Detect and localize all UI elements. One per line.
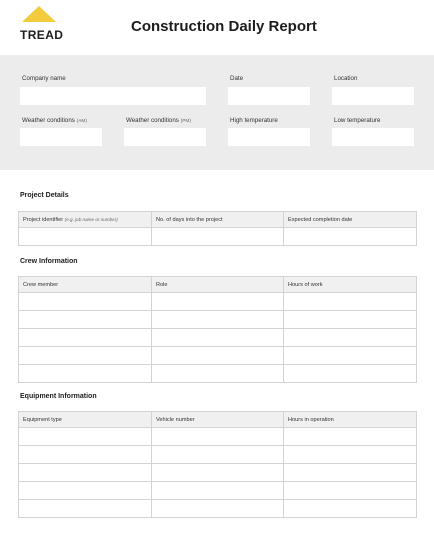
table-cell[interactable]	[19, 228, 152, 246]
weather-am-label-text: Weather conditions	[22, 117, 75, 124]
table-cell[interactable]	[19, 464, 152, 482]
project-details-table	[18, 211, 417, 246]
table-cell[interactable]	[284, 293, 417, 311]
weather-am-field[interactable]	[20, 128, 102, 146]
table-row	[19, 347, 417, 365]
tread-logo	[18, 6, 68, 40]
table-header-row	[19, 212, 417, 228]
table-row	[19, 482, 417, 500]
weather-pm-label-sub: (PM)	[180, 119, 191, 124]
table-cell[interactable]	[284, 311, 417, 329]
table-cell[interactable]	[152, 311, 284, 329]
date-label: Date	[230, 75, 244, 82]
table-cell[interactable]	[152, 446, 284, 464]
table-header-row	[19, 412, 417, 428]
column-header-hours-of-work: Hours of work	[284, 277, 417, 293]
table-row	[19, 293, 417, 311]
weather-am-label-sub: (AM)	[76, 119, 87, 124]
column-header-expected-completion	[284, 212, 417, 228]
table-cell[interactable]	[284, 464, 417, 482]
table-row	[19, 329, 417, 347]
report-info-panel	[0, 55, 434, 170]
table-cell[interactable]	[19, 347, 152, 365]
table-cell[interactable]	[152, 228, 284, 246]
table-cell[interactable]	[152, 482, 284, 500]
table-cell[interactable]	[152, 293, 284, 311]
table-cell[interactable]	[19, 329, 152, 347]
table-cell[interactable]	[284, 347, 417, 365]
table-cell[interactable]	[19, 365, 152, 383]
column-header-project-identifier	[19, 212, 152, 228]
table-cell[interactable]	[19, 293, 152, 311]
table-cell[interactable]	[19, 311, 152, 329]
column-header-label: Expected completion date	[288, 216, 353, 223]
crew-information-table	[18, 276, 417, 383]
column-header-crew-member: Crew member	[19, 277, 152, 293]
company-name-label: Company name	[22, 75, 66, 82]
table-row	[19, 464, 417, 482]
equipment-information-heading: Equipment Information	[20, 393, 97, 400]
column-header-equipment-type: Equipment type	[19, 412, 152, 428]
table-cell[interactable]	[152, 464, 284, 482]
table-cell[interactable]	[284, 482, 417, 500]
page-title: Construction Daily Report	[131, 18, 317, 35]
table-cell[interactable]	[284, 365, 417, 383]
table-cell[interactable]	[152, 428, 284, 446]
table-cell[interactable]	[19, 500, 152, 518]
column-header-days-into-project	[152, 212, 284, 228]
weather-pm-label	[126, 117, 191, 124]
table-row	[19, 446, 417, 464]
table-cell[interactable]	[19, 446, 152, 464]
table-row	[19, 428, 417, 446]
low-temperature-label: Low temperature	[334, 117, 381, 124]
crew-information-heading: Crew Information	[20, 258, 78, 265]
table-cell[interactable]	[19, 428, 152, 446]
weather-pm-field[interactable]	[124, 128, 206, 146]
low-temperature-field[interactable]	[332, 128, 414, 146]
table-cell[interactable]	[284, 428, 417, 446]
column-header-sub: (e.g. job name or number)	[64, 216, 118, 222]
table-cell[interactable]	[152, 500, 284, 518]
table-cell[interactable]	[284, 329, 417, 347]
column-header-vehicle-number: Vehicle number	[152, 412, 284, 428]
column-header-label: Project identifier	[23, 216, 64, 223]
table-cell[interactable]	[284, 228, 417, 246]
project-details-heading: Project Details	[20, 192, 69, 199]
table-cell[interactable]	[19, 482, 152, 500]
equipment-information-table	[18, 411, 417, 518]
table-cell[interactable]	[152, 329, 284, 347]
weather-pm-label-text: Weather conditions	[126, 117, 179, 124]
date-field[interactable]	[228, 87, 310, 105]
location-label: Location	[334, 75, 358, 82]
column-header-role: Role	[152, 277, 284, 293]
table-row	[19, 228, 417, 246]
column-header-label: No. of days into the project	[156, 216, 223, 223]
table-row	[19, 365, 417, 383]
company-name-field[interactable]	[20, 87, 206, 105]
logo-text: TREAD	[20, 28, 64, 42]
table-row	[19, 500, 417, 518]
location-field[interactable]	[332, 87, 414, 105]
high-temperature-field[interactable]	[228, 128, 310, 146]
table-cell[interactable]	[152, 347, 284, 365]
table-cell[interactable]	[284, 446, 417, 464]
table-header-row	[19, 277, 417, 293]
high-temperature-label: High temperature	[230, 117, 278, 124]
table-row	[19, 311, 417, 329]
weather-am-label	[22, 117, 87, 124]
table-cell[interactable]	[152, 365, 284, 383]
logo-triangle-icon	[22, 6, 56, 28]
column-header-hours-in-operation: Hours in operation	[284, 412, 417, 428]
table-cell[interactable]	[284, 500, 417, 518]
